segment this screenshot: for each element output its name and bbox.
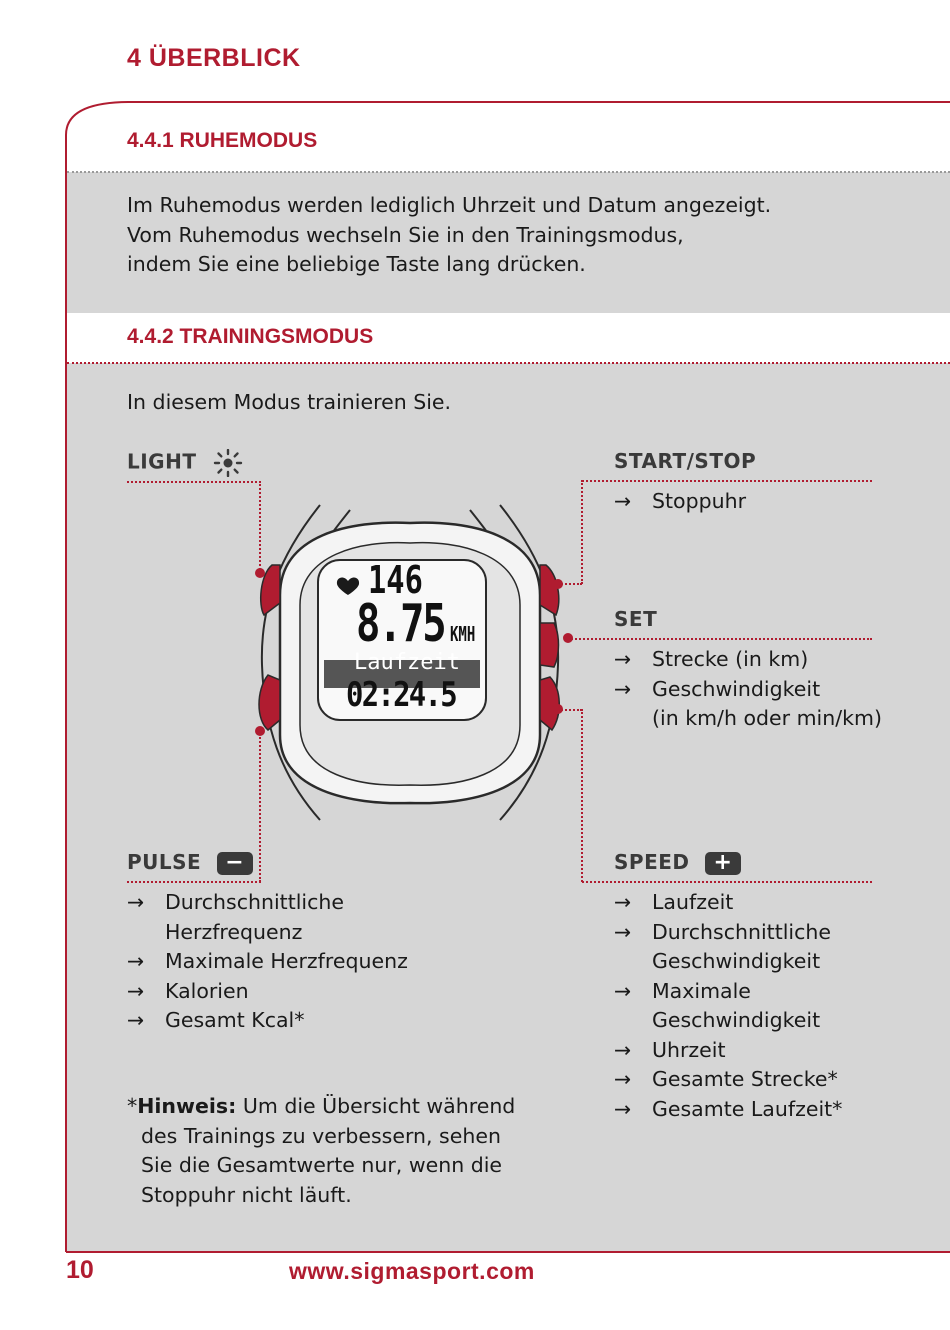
light-sun-icon xyxy=(212,449,244,477)
arrow-right-icon: → xyxy=(127,978,145,1003)
ruhemodus-text xyxy=(127,191,771,280)
list-item: → Maximale Herzfrequenz xyxy=(127,947,408,977)
note-bold: Hinweis: xyxy=(137,1094,237,1118)
pulse-list xyxy=(127,888,408,1036)
divider xyxy=(67,362,950,364)
list-item-continuation: Herzfrequenz xyxy=(165,919,303,944)
speed-label-text: SPEED xyxy=(614,850,690,874)
arrow-right-icon: → xyxy=(127,890,145,914)
list-item-continuation: (in km/h oder min/km) xyxy=(652,706,882,730)
divider xyxy=(67,171,950,173)
list-item: → Geschwindigkeit xyxy=(614,675,882,705)
text-line: indem Sie eine beliebige Taste lang drücken. xyxy=(127,252,586,276)
light-label xyxy=(127,449,244,477)
start-stop-connector xyxy=(581,480,583,584)
arrow-right-icon: → xyxy=(614,1067,632,1091)
section-heading-trainingsmodus: 4.4.2 TRAININGSMODUS xyxy=(127,325,374,348)
list-item: → Gesamt Kcal* xyxy=(127,1006,408,1036)
page-number: 10 xyxy=(66,1256,94,1284)
list-item: → Gesamte Strecke* xyxy=(614,1065,842,1095)
plus-icon: + xyxy=(705,852,741,875)
note-line: Sie die Gesamtwerte nur, wenn die xyxy=(141,1153,503,1177)
speed-connector xyxy=(582,881,872,883)
chapter-title: 4 ÜBERBLICK xyxy=(127,44,301,72)
list-item: → Kalorien xyxy=(127,977,408,1007)
arrow-right-icon: → xyxy=(614,1037,632,1062)
list-item-continuation: Geschwindigkeit xyxy=(652,949,821,973)
display-mode: Laufzeit xyxy=(354,650,460,675)
arrow-right-icon: → xyxy=(127,1008,145,1032)
list-item: → Strecke (in km) xyxy=(614,645,882,675)
set-list xyxy=(614,645,882,734)
start-stop-connector xyxy=(582,480,872,482)
set-connector xyxy=(568,638,872,640)
pulse-label-text: PULSE xyxy=(127,850,202,874)
light-label-text: LIGHT xyxy=(127,449,197,474)
text-line: Vom Ruhemodus wechseln Sie in den Trainingsmodus, xyxy=(127,222,684,247)
trainingsmodus-intro: In diesem Modus trainieren Sie. xyxy=(127,390,452,414)
text-line: Im Ruhemodus werden lediglich Uhrzeit und Datum angezeigt. xyxy=(127,193,772,217)
arrow-right-icon: → xyxy=(614,1096,632,1121)
note-first-line: *Hinweis: Um die Übersicht während xyxy=(127,1094,516,1118)
list-item: → Gesamte Laufzeit* xyxy=(614,1095,842,1125)
section-heading-ruhemodus: 4.4.1 RUHEMODUS xyxy=(127,129,318,152)
list-item: → Durchschnittliche xyxy=(127,888,408,918)
arrow-right-icon: → xyxy=(127,949,145,973)
start-stop-label: START/STOP xyxy=(614,449,757,473)
note-block xyxy=(127,1092,515,1210)
list-item: → Uhrzeit xyxy=(614,1036,842,1066)
list-item: → Maximale xyxy=(614,977,842,1007)
pulse-connector xyxy=(127,881,261,883)
arrow-right-icon: → xyxy=(614,676,632,701)
arrow-right-icon: → xyxy=(614,890,632,914)
minus-icon: − xyxy=(217,852,253,875)
note-line: Stoppuhr nicht läuft. xyxy=(141,1182,352,1207)
speed-list xyxy=(614,888,842,1124)
arrow-right-icon: → xyxy=(614,978,632,1003)
arrow-right-icon: → xyxy=(614,647,632,671)
light-connector xyxy=(127,481,261,483)
display-heart-rate: 146 xyxy=(368,558,423,602)
footer-url-link[interactable]: www.sigmasport.com xyxy=(289,1258,535,1284)
arrow-right-icon: → xyxy=(614,489,632,513)
list-item: → Durchschnittliche xyxy=(614,918,842,948)
arrow-right-icon: → xyxy=(614,919,632,944)
display-speed-unit: KMH xyxy=(450,622,476,646)
list-item-continuation: Geschwindigkeit xyxy=(652,1008,821,1032)
list-item: → Stoppuhr xyxy=(614,487,746,517)
speed-label xyxy=(614,850,741,875)
display-time: 02:24.5 xyxy=(346,675,456,715)
set-label: SET xyxy=(614,607,658,631)
speed-connector xyxy=(581,709,583,882)
pulse-label xyxy=(127,850,253,875)
display-speed: 8.75 xyxy=(356,594,445,654)
list-item: → Laufzeit xyxy=(614,888,842,918)
note-line: des Trainings zu verbessern, sehen xyxy=(141,1123,501,1148)
start-stop-list xyxy=(614,487,746,517)
